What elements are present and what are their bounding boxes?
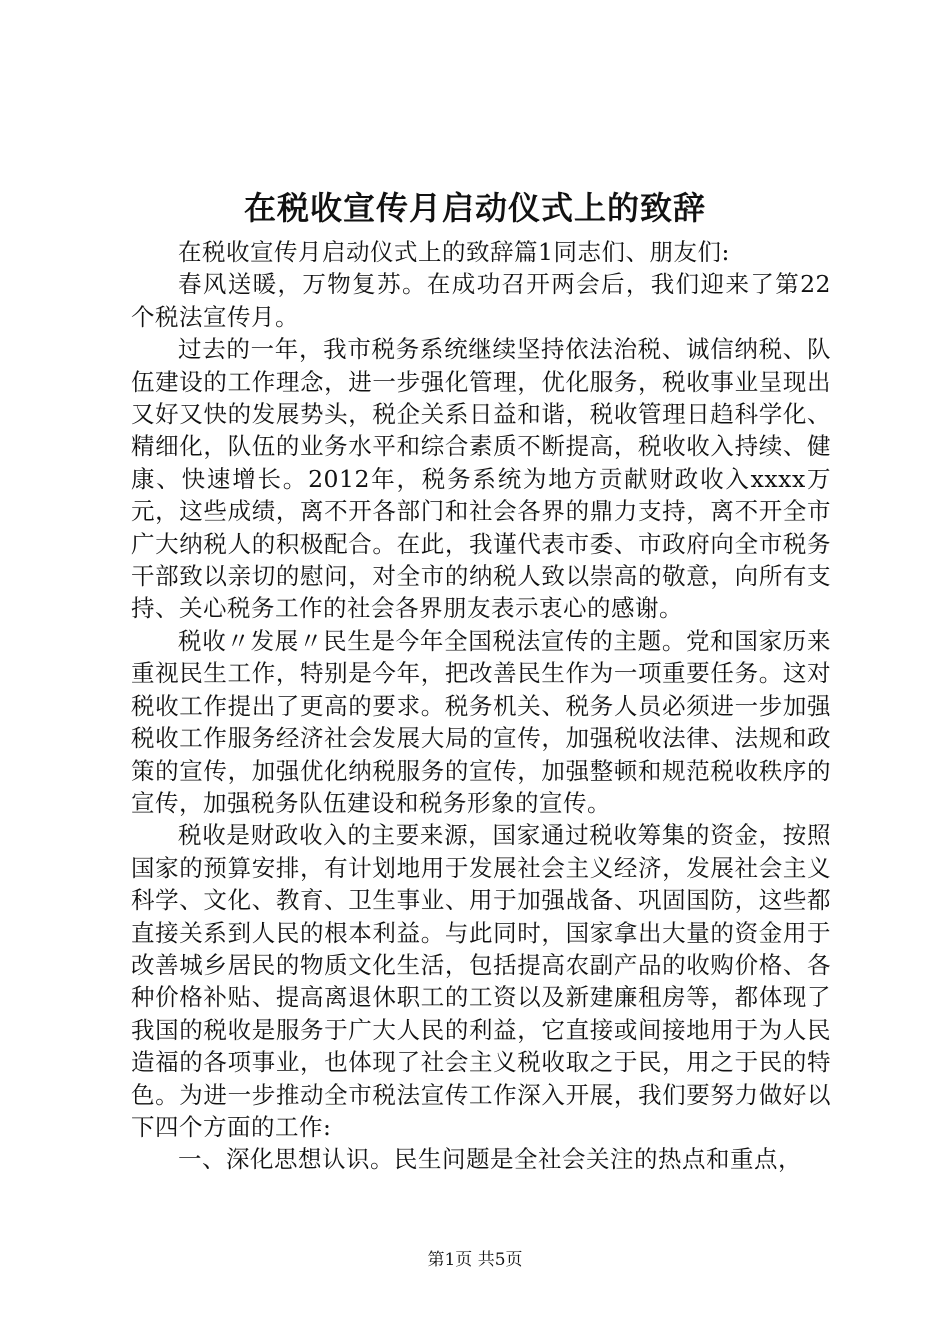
paragraph-point-one: 一、深化思想认识。民生问题是全社会关注的热点和重点， [178, 1145, 802, 1174]
paragraph-tax-role: 税收是财政收入的主要来源，国家通过税收筹集的资金，按照国家的预算安排，有计划地用于发展社会主义经济，发展社会主义科学、文化、教育、卫生事业、用于加强战备、巩固国防，这些都直接关系到人民的根本利益。与此同时，国家拿出大量的资金用于改善城乡居民的物质文化生活，包括提高农副产品的收购价格、各种价格补贴、提高离退休职工的工资以及新建廉租房等，都体现了我国的税收是服务于广大人民的利益，它直接或间接地用于为人民造福的各项事业，也体现了社会主义税收取之于民，用之于民的特色。为进一步推动全市税法宣传工作深入开展，我们要努力做好以下四个方面的工作: [131, 821, 831, 1141]
paragraph-theme: 税收〃发展〃民生是今年全国税法宣传的主题。党和国家历来重视民生工作，特别是今年，把改善民生作为一项重要任务。这对税收工作提出了更高的要求。税务机关、税务人员必须进一步加强税收工作服务经济社会发展大局的宣传，加强税收法律、法规和政策的宣传，加强优化纳税服务的宣传，加强整顿和规范税收秩序的宣传，加强税务队伍建设和税务形象的宣传。 [131, 626, 831, 817]
document-body [131, 236, 831, 1176]
paragraph-opening: 春风送暖，万物复苏。在成功召开两会后，我们迎来了第22个税法宣传月。 [131, 270, 831, 331]
paragraph-greeting: 在税收宣传月启动仪式上的致辞篇1同志们、朋友们: [178, 238, 730, 266]
page-number: 第1页 共5页 [427, 1250, 523, 1270]
paragraph-review: 过去的一年，我市税务系统继续坚持依法治税、诚信纳税、队伍建设的工作理念，进一步强化管理，优化服务，税收事业呈现出又好又快的发展势头，税企关系日益和谐，税收管理日趋科学化、精细化，队伍的业务水平和综合素质不断提高，税收收入持续、健康、快速增长。2012年，税务系统为地方贡献财政收入xxxx万元，这些成绩，离不开各部门和社会各界的鼎力支持，离不开全市广大纳税人的积极配合。在此，我谨代表市委、市政府向全市税务干部致以亲切的慰问，对全市的纳税人致以崇高的敬意，向所有支持、关心税务工作的社会各界朋友表示衷心的感谢。 [131, 335, 831, 623]
document-title: 在税收宣传月启动仪式上的致辞 [243, 189, 706, 227]
